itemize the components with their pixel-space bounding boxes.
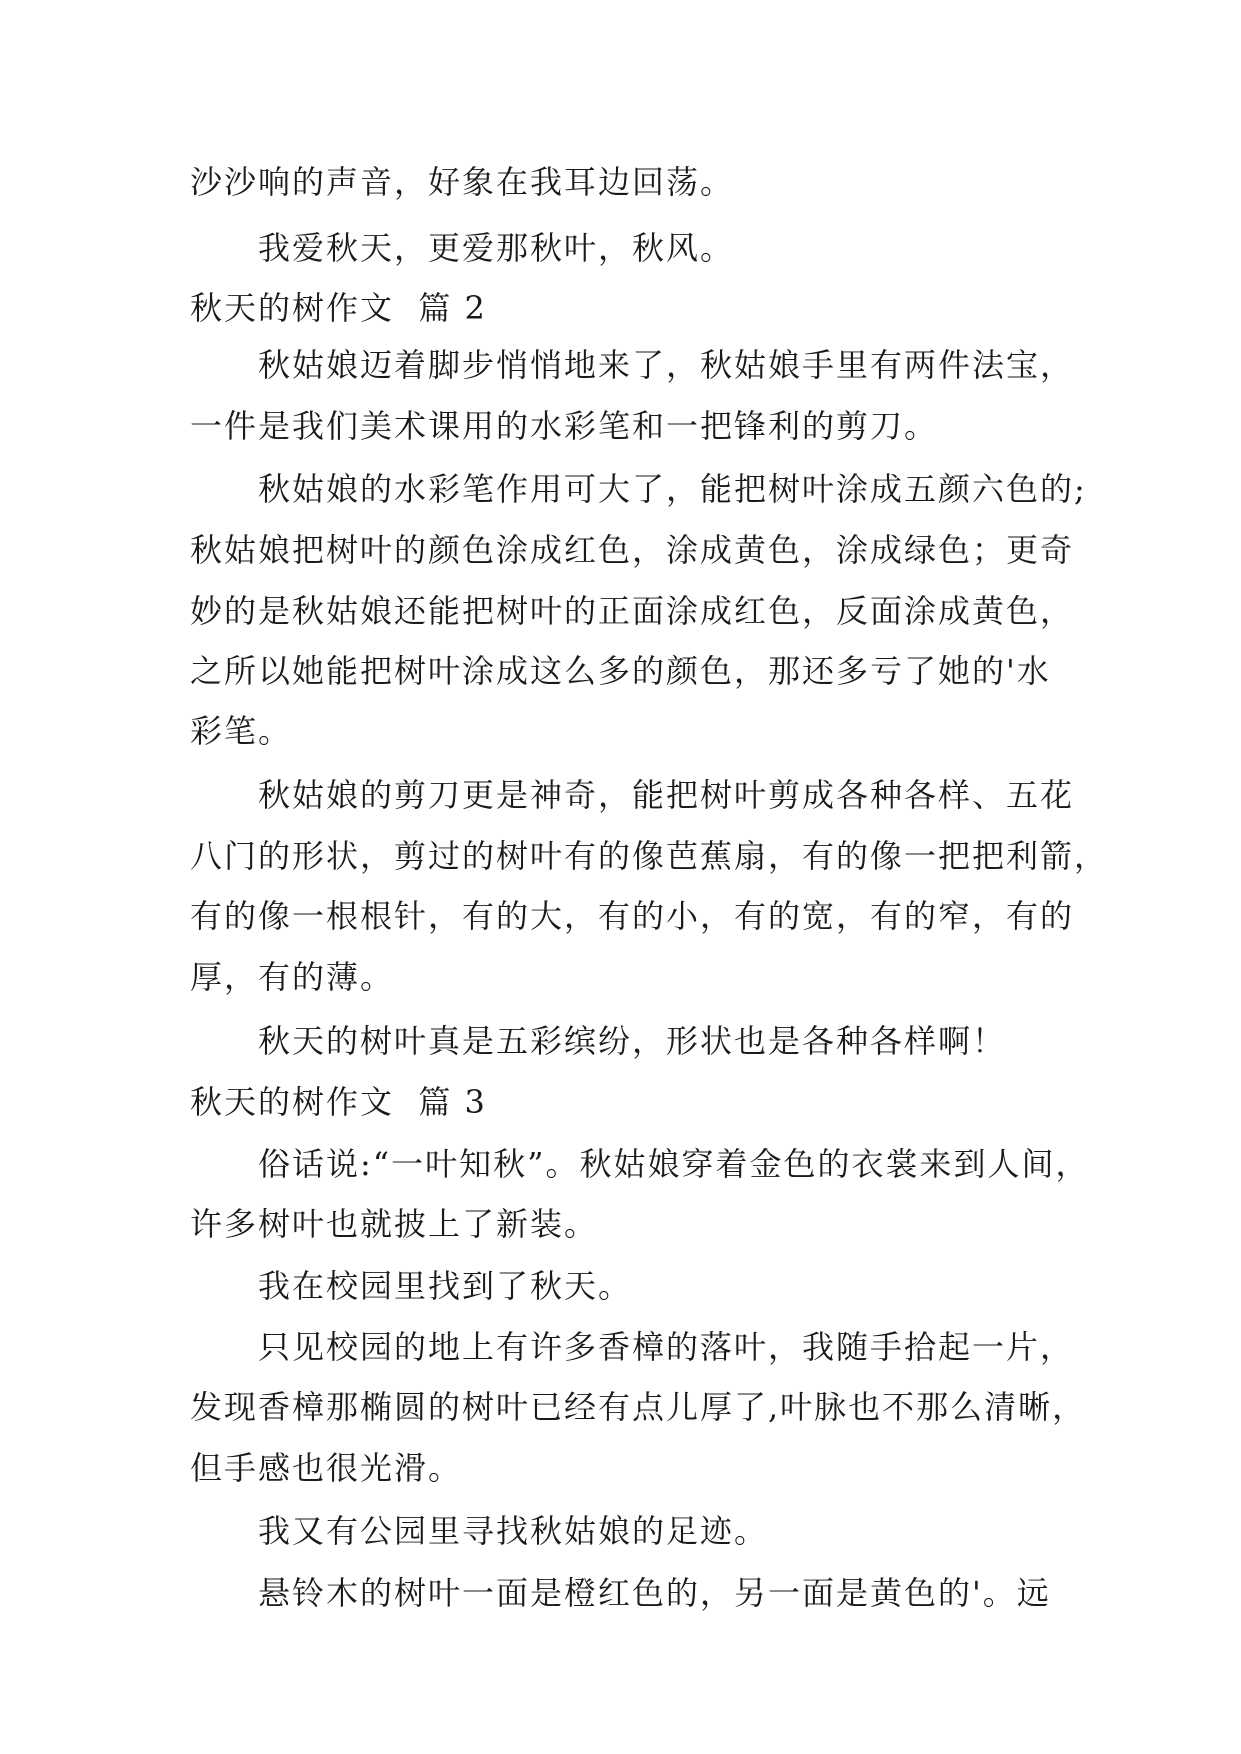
paragraph-line: 秋天的树叶真是五彩缤纷，形状也是各种各样啊！: [258, 1022, 1007, 1060]
paragraph-line: 彩笔。: [190, 712, 293, 750]
paragraph-line: 沙沙响的声音，好象在我耳边回荡。: [190, 163, 735, 201]
paragraph-line: 八门的形状，剪过的树叶有的像芭蕉扇，有的像一把把利箭，: [190, 837, 1109, 875]
paragraph-line: 发现香樟那椭圆的树叶已经有点儿厚了,叶脉也不那么清晰，: [190, 1388, 1087, 1426]
paragraph-line: 秋姑娘的剪刀更是神奇，能把树叶剪成各种各样、五花: [258, 776, 1075, 814]
paragraph-line: 有的像一根根针，有的大，有的小，有的宽，有的窄，有的: [190, 897, 1075, 935]
paragraph-line: 但手感也很光滑。: [190, 1449, 463, 1487]
paragraph-line: 秋姑娘迈着脚步悄悄地来了，秋姑娘手里有两件法宝，: [258, 346, 1075, 384]
paragraph-line: 我爱秋天，更爱那秋叶，秋风。: [258, 229, 735, 267]
paragraph-line: 许多树叶也就披上了新装。: [190, 1205, 599, 1243]
paragraph-line: 只见校园的地上有许多香樟的落叶，我随手拾起一片，: [258, 1328, 1075, 1366]
paragraph-line: 我在校园里找到了秋天。: [258, 1267, 633, 1305]
paragraph-line: 之所以她能把树叶涂成这么多的颜色，那还多亏了她的'水: [190, 652, 1051, 690]
paragraph-line: 秋姑娘把树叶的颜色涂成红色，涂成黄色，涂成绿色；更奇: [190, 531, 1075, 569]
paragraph-line: 妙的是秋姑娘还能把树叶的正面涂成红色，反面涂成黄色，: [190, 592, 1075, 630]
section-heading-3: 秋天的树作文 篇 3: [190, 1083, 487, 1121]
paragraph-line: 秋姑娘的水彩笔作用可大了，能把树叶涂成五颜六色的;: [258, 470, 1087, 508]
section-heading-2: 秋天的树作文 篇 2: [190, 289, 487, 327]
paragraph-line: 我又有公园里寻找秋姑娘的足迹。: [258, 1512, 769, 1550]
paragraph-line: 俗话说:“一叶知秋”。秋姑娘穿着金色的衣裳来到人间，: [258, 1145, 1090, 1183]
paragraph-line: 悬铃木的树叶一面是橙红色的，另一面是黄色的'。远: [258, 1574, 1051, 1612]
paragraph-line: 一件是我们美术课用的水彩笔和一把锋利的剪刀。: [190, 407, 939, 445]
paragraph-line: 厚，有的薄。: [190, 958, 395, 996]
